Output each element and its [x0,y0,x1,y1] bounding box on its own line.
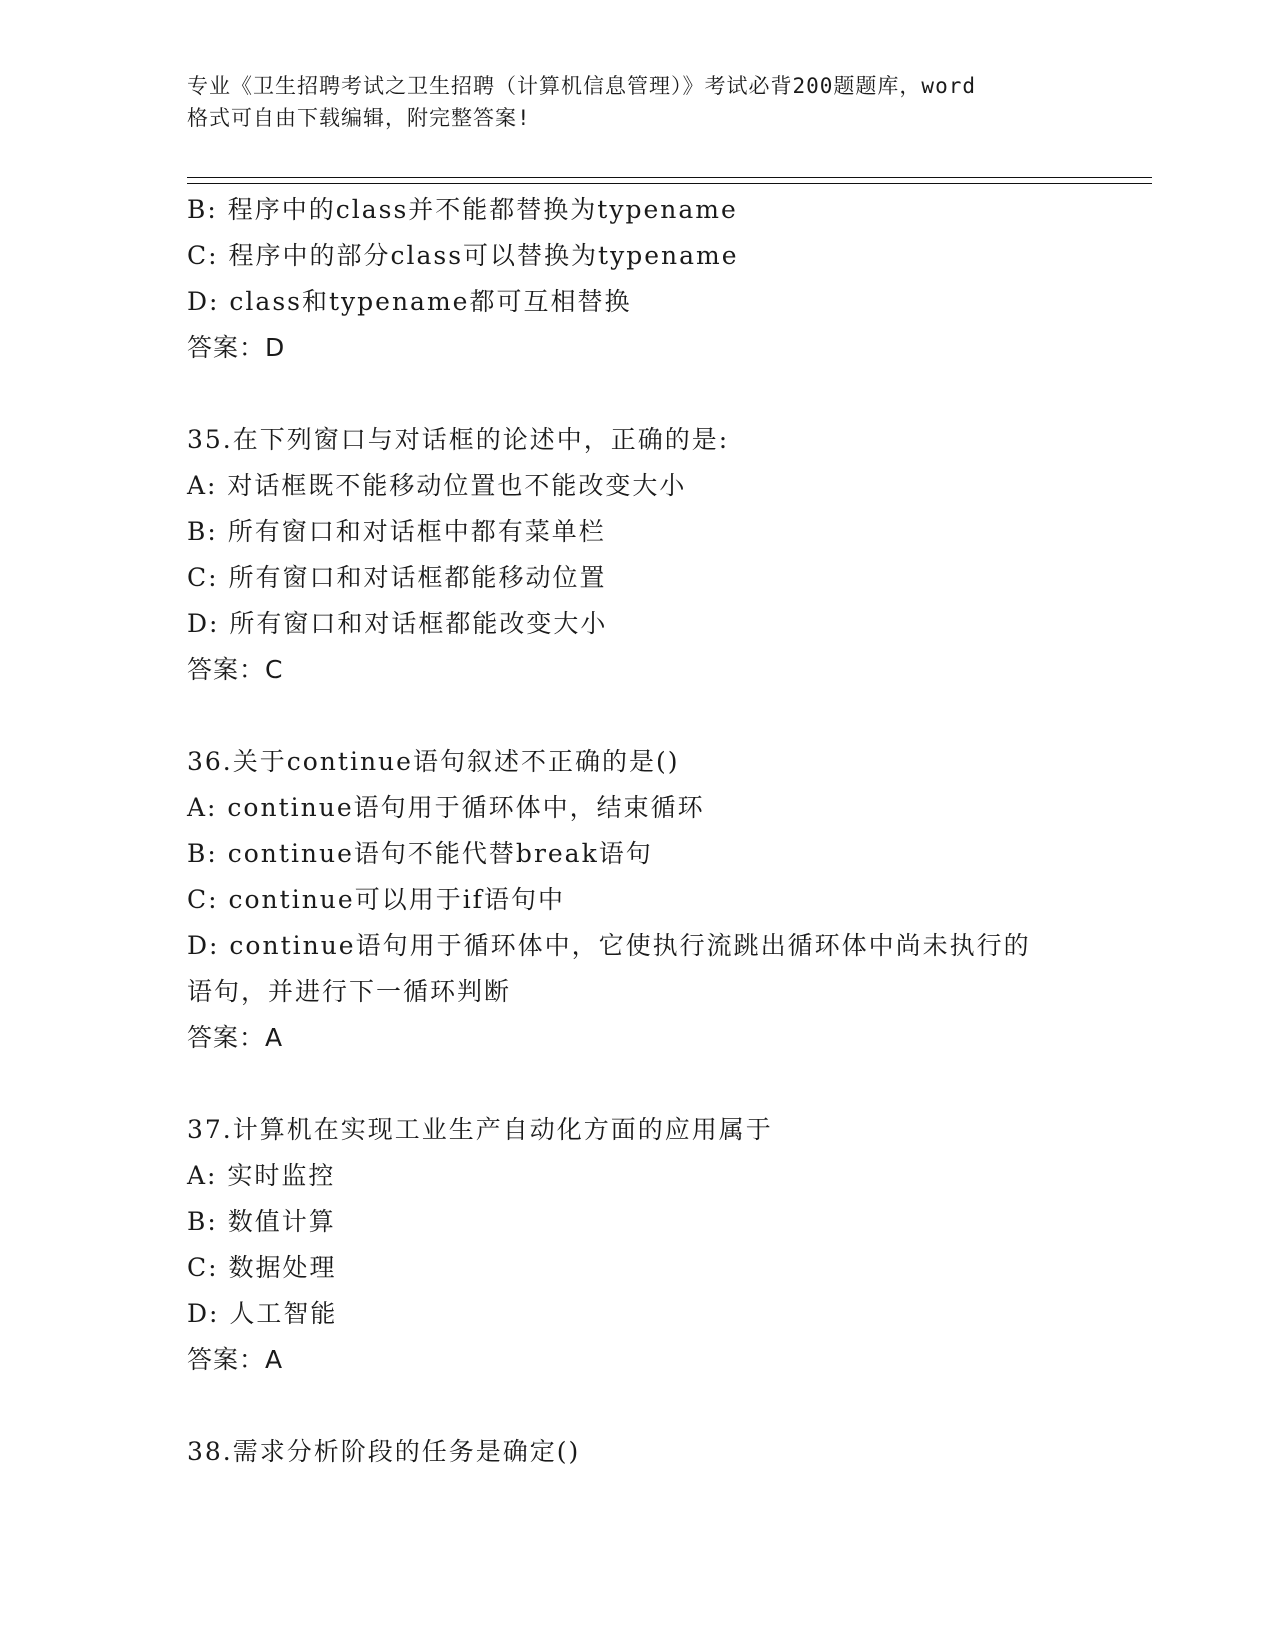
option-b: B: continue语句不能代替break语句 [187,839,653,868]
document-header [187,70,1087,134]
question-34 [187,187,1087,371]
spacer [187,1061,1087,1107]
header-divider-bottom [187,183,1152,184]
question-text: 37.计算机在实现工业生产自动化方面的应用属于 [187,1115,773,1144]
option-b: B: 数值计算 [187,1207,336,1236]
spacer [187,371,1087,417]
option-a: A: continue语句用于循环体中，结束循环 [187,793,705,822]
answer: 答案：A [187,1345,284,1374]
question-text: 36.关于continue语句叙述不正确的是() [187,747,680,776]
option-d: D: 所有窗口和对话框都能改变大小 [187,609,608,638]
option-d: D: 人工智能 [187,1299,338,1328]
option-b: B: 所有窗口和对话框中都有菜单栏 [187,517,606,546]
header-line-2: 格式可自由下载编辑，附完整答案! [187,106,531,130]
spacer [187,1383,1087,1429]
option-a: A: 对话框既不能移动位置也不能改变大小 [187,471,687,500]
answer: 答案：D [187,333,286,362]
option-a: A: 实时监控 [187,1161,336,1190]
answer: 答案：C [187,655,284,684]
question-list [187,187,1087,1475]
answer: 答案：A [187,1023,284,1052]
option-c: C: continue可以用于if语句中 [187,885,565,914]
header-line-1: 专业《卫生招聘考试之卫生招聘（计算机信息管理）》考试必背200题题库，word [187,74,976,98]
question-35 [187,417,1087,693]
option-c: C: 所有窗口和对话框都能移动位置 [187,563,607,592]
option-c: C: 程序中的部分class可以替换为typename [187,241,739,270]
question-text: 38.需求分析阶段的任务是确定() [187,1437,581,1466]
question-37 [187,1107,1087,1383]
question-text: 35.在下列窗口与对话框的论述中，正确的是: [187,425,730,454]
option-d-continued: 语句，并进行下一循环判断 [187,977,512,1006]
option-c: C: 数据处理 [187,1253,337,1282]
option-d: D: class和typename都可互相替换 [187,287,632,316]
header-divider-top [187,177,1152,178]
option-d: D: continue语句用于循环体中，它使执行流跳出循环体中尚未执行的 [187,931,1031,960]
spacer [187,693,1087,739]
question-36 [187,739,1087,1061]
question-38 [187,1429,1087,1475]
option-b: B: 程序中的class并不能都替换为typename [187,195,738,224]
